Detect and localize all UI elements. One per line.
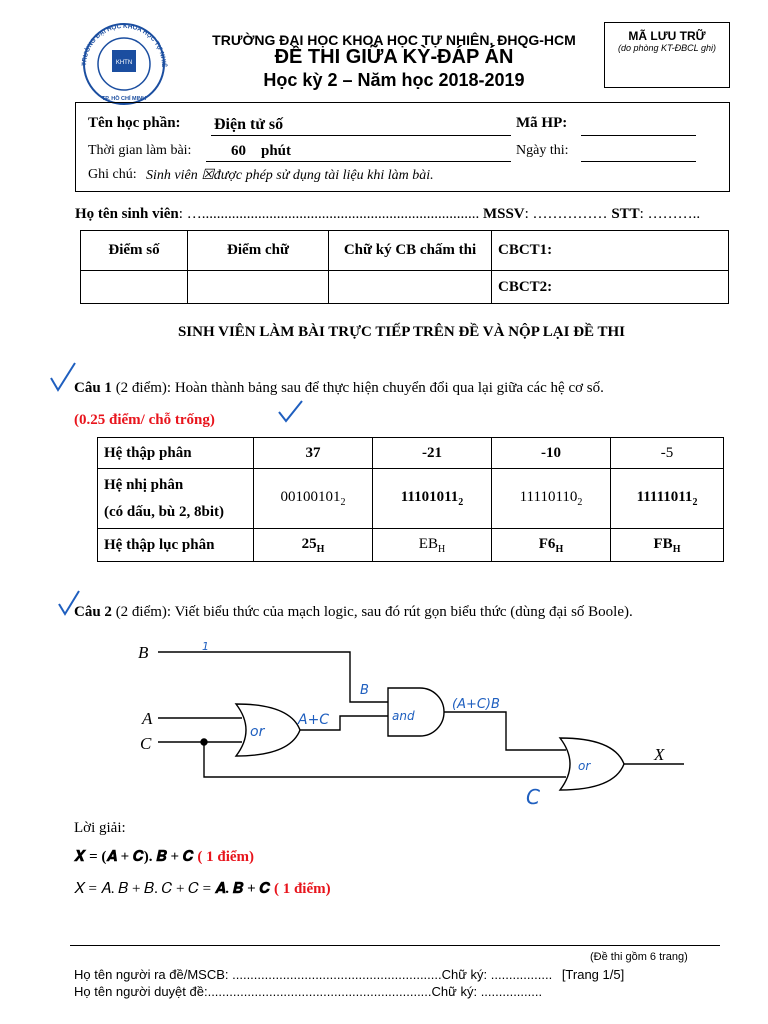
conversion-table — [97, 437, 724, 562]
wire-c-branch — [204, 742, 566, 777]
student-id-dots: : …………… — [524, 206, 608, 222]
footer-page-total: (Đề thi gồm 6 trang) — [590, 951, 688, 963]
course-value: Điện tử số — [214, 116, 284, 133]
hw-b: B — [360, 683, 369, 698]
hw-or1: or — [250, 724, 265, 740]
course-field — [211, 117, 511, 136]
student-name-dots: : ….......................................................................... — [178, 206, 480, 222]
hex-cell-3 — [492, 529, 611, 562]
archive-box-note: (do phòng KT-ĐBCL ghi) — [617, 43, 717, 53]
question1-points: (2 điểm) — [115, 380, 167, 396]
or-gate-2 — [560, 738, 624, 790]
university-name: TRƯỜNG ĐẠI HỌC KHOA HỌC TỰ NHIÊN, ĐHQG-HCM — [212, 32, 576, 48]
instruction-line: SINH VIÊN LÀM BÀI TRỰC TIẾP TRÊN ĐỀ VÀ NỘP LẠI ĐỀ THI — [177, 324, 626, 340]
stt-label: STT — [611, 206, 640, 222]
solution-eq2-text: 𝑋 = 𝐴. 𝐵 + 𝐵. 𝐶 + 𝐶 = — [74, 881, 215, 897]
row-label-decimal: Hệ thập phân — [98, 438, 254, 469]
cbct1-cell: CBCT1: — [492, 231, 729, 271]
question2-points: (2 điểm) — [115, 604, 167, 620]
binary-base-4: 2 — [692, 497, 698, 508]
binary-value-4: 11111011 — [636, 489, 693, 505]
binary-base-1: 2 — [340, 497, 346, 508]
binary-value-3: 11110110 — [519, 489, 578, 505]
hex-value-2: EB — [418, 535, 438, 552]
binary-cell-2 — [373, 469, 492, 529]
date-field — [581, 143, 696, 162]
hw-or2: or — [578, 759, 591, 773]
question1-text — [74, 380, 734, 397]
score-cell-number[interactable] — [81, 271, 188, 304]
or-gate-1 — [236, 704, 300, 756]
score-header-signature: Chữ ký CB chấm thi — [329, 231, 492, 271]
logic-circuit-diagram — [130, 632, 730, 817]
date-label: Ngày thi: — [516, 143, 569, 158]
exam-title: ĐỀ THI GIỮA KỲ-ĐÁP ÁN — [274, 46, 514, 68]
wire-b — [158, 652, 388, 702]
binary-cell-3 — [492, 469, 611, 529]
wire-and-or2 — [444, 712, 566, 750]
solution-eq1-text: 𝑿 = (𝑨 + 𝑪). 𝑩 + 𝑪 — [74, 849, 194, 865]
decimal-cell-4: -5 — [611, 438, 724, 469]
binary-value-1: 00100101 — [280, 489, 341, 505]
footer-author: Họ tên người ra đề/MSCB: .......................................................... — [74, 967, 442, 982]
semester-line: Học kỳ 2 – Năm học 2018-2019 — [263, 70, 525, 90]
footer-reviewer-sign: Chữ ký: ................. — [431, 984, 543, 999]
question1-prompt: : Hoàn thành bảng sau để thực hiện chuyển đổi qua lại giữa các hệ cơ số. — [166, 380, 604, 396]
hex-cell-4 — [611, 529, 724, 562]
time-unit: phút — [261, 143, 292, 159]
hex-base-4: H — [672, 543, 681, 555]
solution-label: Lời giải: — [74, 820, 126, 836]
hex-base-3: H — [555, 543, 564, 555]
row-label-binary-sub: (có dấu, bù 2, 8bit) — [104, 503, 225, 520]
cbct2-cell: CBCT2: — [492, 271, 729, 304]
question1-label: Câu 1 — [74, 380, 112, 396]
footer-author-sign: Chữ ký: ................. — [441, 967, 553, 982]
input-b-label: B — [138, 643, 149, 662]
question2-prompt: : Viết biểu thức của mạch logic, sau đó rút gọn biểu thức (dùng đại số Boole). — [166, 604, 633, 620]
logo-center-text: KHTN — [115, 60, 133, 66]
hw-and: and — [392, 709, 415, 723]
footer-rule — [70, 945, 720, 946]
binary-cell-1 — [254, 469, 373, 529]
input-c-label: C — [140, 734, 152, 753]
time-label: Thời gian làm bài: — [88, 143, 192, 158]
solution-eq1-points: ( 1 điểm) — [193, 849, 255, 865]
logo-ring-text: TRƯỜNG ĐẠI HỌC KHOA HỌC TỰ NHIÊ — [80, 22, 168, 68]
score-header-number: Điểm số — [81, 231, 188, 271]
note-value: Sinh viên ☒được phép sử dụng tài liệu khi làm bài. — [146, 168, 434, 183]
hw-acb: (A+C)B — [452, 697, 500, 712]
decimal-cell-1: 37 — [254, 438, 373, 469]
stt-dots: : ……….. — [639, 206, 701, 222]
score-header-words: Điểm chữ — [188, 231, 329, 271]
binary-cell-4 — [611, 469, 724, 529]
student-name-label: Họ tên sinh viên — [75, 206, 179, 222]
hex-value-1: 25 — [301, 535, 317, 552]
row-label-binary-main: Hệ nhị phân — [104, 476, 184, 493]
input-a-label: A — [142, 709, 153, 728]
solution-eq2 — [74, 880, 331, 898]
note-label: Ghi chú: — [88, 167, 137, 182]
score-cell-words[interactable] — [188, 271, 329, 304]
question2-text — [74, 604, 734, 621]
time-field — [206, 143, 511, 162]
score-table — [80, 230, 729, 304]
hex-value-4: FB — [653, 535, 673, 552]
archive-code-box — [604, 22, 730, 88]
check-mark-q1-second — [276, 398, 306, 424]
solution-eq1 — [74, 848, 254, 866]
footer-reviewer-row — [74, 984, 542, 999]
solution-eq2-points: ( 1 điểm) — [270, 881, 331, 897]
row-label-hex: Hệ thập lục phân — [98, 529, 254, 562]
time-value: 60 — [231, 143, 246, 159]
question2-label: Câu 2 — [74, 604, 112, 620]
code-field — [581, 117, 696, 136]
decimal-cell-3: -10 — [492, 438, 611, 469]
student-id-label: MSSV — [482, 206, 525, 222]
hw-c: C — [526, 785, 540, 809]
hex-cell-1 — [254, 529, 373, 562]
footer-page-number: [Trang 1/5] — [561, 967, 625, 982]
binary-value-2: 11101011 — [400, 489, 459, 505]
student-line — [75, 206, 755, 223]
row-label-binary — [98, 469, 254, 529]
solution-eq2-result: 𝑨. 𝑩 + 𝑪 — [214, 881, 271, 897]
binary-base-3: 2 — [577, 497, 583, 508]
hw-one: 1 — [202, 640, 209, 653]
score-cell-signature[interactable] — [329, 271, 492, 304]
hex-base-2: H — [437, 543, 446, 555]
output-x-label: X — [654, 745, 665, 764]
binary-base-2: 2 — [458, 497, 464, 508]
course-info-box — [75, 102, 730, 192]
archive-box-title: MÃ LƯU TRỮ — [628, 29, 706, 43]
question1-subpoints: (0.25 điểm/ chỗ trống) — [74, 412, 215, 428]
hex-base-1: H — [316, 543, 325, 555]
code-label: Mã HP: — [516, 115, 568, 131]
hw-ac: A+C — [298, 712, 330, 728]
hex-value-3: F6 — [538, 535, 556, 552]
course-label: Tên học phần: — [88, 115, 181, 131]
hex-cell-2 — [373, 529, 492, 562]
logo-city-text: TP. HỒ CHÍ MINH — [101, 96, 147, 102]
footer-author-row — [74, 967, 624, 982]
university-logo — [76, 20, 172, 106]
footer-reviewer: Họ tên người duyệt đề:.............................................................. — [74, 984, 432, 999]
decimal-cell-2: -21 — [373, 438, 492, 469]
